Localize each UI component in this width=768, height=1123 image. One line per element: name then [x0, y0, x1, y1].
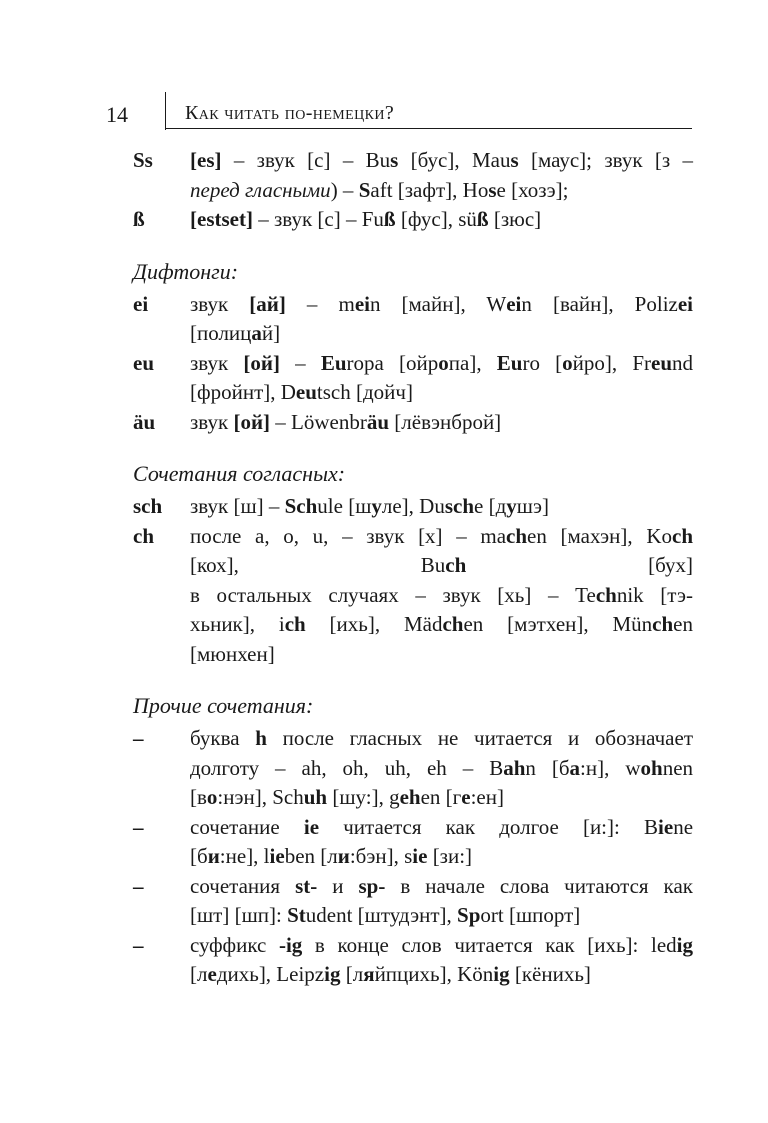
text-segment: в начале слова читаются как: [385, 873, 693, 898]
text-segment: у: [371, 494, 382, 518]
text-segment: – звук [с] – Bu: [221, 148, 391, 172]
text-segment: Sch: [284, 494, 318, 518]
text-segment: en: [673, 612, 693, 636]
text-segment: и: [337, 844, 350, 868]
text-line: [190, 724, 693, 754]
entry: [133, 492, 693, 522]
text-segment: а: [251, 321, 262, 345]
text-segment: после a, o, u, – звук [х] – ma: [190, 523, 507, 548]
section-title: Сочетания согласных:: [133, 461, 346, 486]
text-segment: долготу – ah, oh, uh, eh – B: [190, 755, 504, 780]
entry-key: –: [133, 726, 144, 750]
entry-text: [190, 349, 693, 408]
text-segment: ch: [595, 582, 617, 607]
text-segment: ле], Du: [381, 494, 445, 518]
text-line: [190, 901, 693, 931]
other-section: [133, 691, 693, 990]
text-segment: – звук [с] – Fu: [252, 207, 384, 231]
text-segment: ig: [493, 962, 510, 986]
text-segment: о: [562, 350, 573, 375]
page-header: [92, 90, 692, 130]
entry-key: –: [133, 932, 144, 957]
text-segment: n [вайн], Poliz: [521, 291, 678, 316]
text-segment: ropa [ойр: [346, 350, 439, 375]
text-segment: ) –: [330, 177, 359, 202]
text-segment: звук: [190, 409, 234, 434]
text-segment: [л: [190, 962, 208, 986]
consonants-section: [133, 459, 693, 669]
text-segment: [бус], Mau: [398, 148, 511, 172]
text-segment: e [хозэ];: [496, 177, 569, 202]
entry: [133, 408, 693, 438]
text-segment: – m: [285, 291, 355, 316]
entry: [133, 146, 693, 205]
text-segment: после гласных не читается и обозначает: [266, 726, 693, 750]
entry-key: ei: [133, 291, 149, 316]
entry-text: [190, 290, 693, 349]
text-segment: суффикс: [190, 932, 279, 957]
text-segment: ch: [652, 612, 674, 636]
section-title: Прочие сочетания:: [133, 693, 314, 718]
header-separator: [165, 92, 166, 130]
text-segment: [кох], Bu: [190, 553, 446, 577]
text-segment: [фройнт], D: [190, 380, 296, 404]
text-segment: nen: [662, 755, 694, 780]
text-line: [190, 581, 693, 611]
text-segment: [ихь], Mäd: [305, 612, 443, 636]
text-segment: – Löwenbr: [270, 409, 367, 434]
text-segment: Sp: [457, 903, 481, 927]
text-segment: дихь], Leipz: [216, 962, 325, 986]
text-segment: звук: [190, 350, 244, 375]
entry-text: [190, 931, 693, 990]
text-segment: перед гласными: [190, 177, 331, 202]
entry: [133, 813, 693, 872]
text-segment: читается как долгое [и:]: B: [319, 814, 659, 839]
running-title: Как читать по-немецки?: [185, 102, 395, 124]
entry-key: –: [133, 814, 144, 839]
text-segment: ch: [284, 612, 306, 636]
text-segment: tsch [дойч]: [316, 380, 413, 404]
text-segment: звук: [190, 291, 250, 316]
text-segment: [ай]: [249, 291, 286, 316]
text-segment: sp-: [358, 873, 386, 898]
text-segment: s: [390, 148, 399, 172]
text-segment: й]: [261, 321, 281, 345]
text-line: [190, 813, 693, 843]
text-line: [190, 872, 693, 902]
entry-text: [190, 872, 693, 931]
text-segment: [ой]: [233, 409, 271, 434]
text-line: [190, 290, 693, 320]
text-segment: ule [ш: [317, 494, 372, 518]
text-segment: [кёнихь]: [509, 962, 591, 986]
text-segment: звук [ш] –: [190, 494, 285, 518]
text-segment: sch: [444, 494, 475, 518]
text-line: [190, 842, 693, 872]
text-segment: n [б: [525, 755, 570, 780]
entry-key: eu: [133, 350, 154, 375]
text-segment: :н], w: [580, 755, 641, 780]
text-segment: h: [255, 726, 267, 750]
text-segment: ne: [673, 814, 694, 839]
text-line: [190, 378, 693, 408]
text-segment: и: [317, 873, 359, 898]
text-segment: ie: [269, 844, 285, 868]
text-segment: ei: [506, 291, 522, 316]
text-segment: ie: [303, 814, 320, 839]
text-segment: е: [207, 962, 217, 986]
entry-text: [190, 492, 693, 522]
text-segment: en [махэн], Ko: [527, 523, 672, 548]
page-content: [133, 146, 693, 1012]
entry-key: sch: [133, 494, 163, 518]
text-line: [190, 783, 693, 813]
text-segment: :бэн], s: [349, 844, 413, 868]
header-rule: [165, 128, 692, 129]
text-segment: eh: [399, 785, 421, 809]
text-segment: и: [207, 844, 220, 868]
entry-text: [190, 522, 693, 670]
text-segment: ben [л: [284, 844, 338, 868]
entry: [133, 522, 693, 670]
text-segment: ß: [476, 207, 489, 231]
entry-text: [190, 813, 693, 872]
text-segment: St: [287, 903, 306, 927]
text-segment: е: [461, 785, 471, 809]
text-segment: nik [тэ-: [616, 582, 693, 607]
text-line: [190, 492, 693, 522]
text-segment: [лёвэнброй]: [389, 409, 502, 434]
text-segment: [шт] [шп]:: [190, 903, 288, 927]
text-segment: а: [569, 755, 581, 780]
text-segment: ro [: [522, 350, 563, 375]
text-line: [190, 551, 693, 581]
entry: [133, 872, 693, 931]
text-segment: [полиц: [190, 321, 252, 345]
text-line: [190, 754, 693, 784]
entry: [133, 349, 693, 408]
text-segment: [маус]; звук [з –: [518, 148, 693, 172]
text-segment: eu: [295, 380, 317, 404]
text-segment: s: [488, 177, 497, 202]
text-segment: ch: [445, 553, 467, 577]
text-segment: ch: [506, 523, 528, 548]
text-line: [190, 960, 693, 990]
text-segment: st-: [295, 873, 318, 898]
text-segment: oh: [640, 755, 663, 780]
entry-key: –: [133, 873, 144, 898]
text-segment: n [майн], W: [369, 291, 507, 316]
text-segment: ch: [672, 523, 693, 548]
text-segment: -ig: [278, 932, 303, 957]
entry: [133, 205, 693, 235]
section-title: Дифтонги:: [133, 258, 239, 284]
entry: [133, 931, 693, 990]
text-segment: шэ]: [516, 494, 549, 518]
letters-section: [133, 146, 693, 235]
text-segment: в остальных случаях – звук [хь] – Te: [190, 582, 596, 607]
text-segment: äu: [366, 409, 390, 434]
text-line: [190, 640, 693, 670]
text-segment: ort [шпорт]: [480, 903, 581, 927]
text-segment: S: [358, 177, 371, 202]
text-segment: па],: [448, 350, 497, 375]
text-segment: ie: [658, 814, 674, 839]
text-segment: [зи:]: [427, 844, 473, 868]
text-segment: [б: [190, 844, 208, 868]
text-line: [190, 176, 693, 206]
text-segment: ei: [354, 291, 370, 316]
entry-text: [190, 146, 693, 205]
text-segment: буква: [190, 726, 256, 750]
text-segment: en [мэтхен], Mün: [463, 612, 653, 636]
text-segment: ah: [503, 755, 526, 780]
text-segment: [в: [190, 785, 207, 809]
text-segment: :нэн], Sch: [217, 785, 304, 809]
page-number: 14: [106, 102, 128, 127]
entry-text: [190, 205, 693, 235]
text-segment: ß: [383, 207, 396, 231]
text-segment: [ой]: [243, 350, 280, 375]
text-segment: :ен]: [470, 785, 504, 809]
entry-list: [133, 146, 693, 235]
text-line: [190, 146, 693, 176]
entry-key: äu: [133, 409, 156, 434]
text-line: [190, 610, 693, 640]
text-segment: [es]: [190, 148, 222, 172]
entry-key: Ss: [133, 148, 153, 172]
text-segment: aft [зафт], Ho: [370, 177, 489, 202]
text-line: [190, 522, 693, 552]
entry-text: [190, 408, 693, 438]
entry: [133, 724, 693, 813]
text-line: [190, 408, 693, 438]
text-segment: en [г: [420, 785, 462, 809]
text-segment: ch: [442, 612, 464, 636]
entry-list: [133, 724, 693, 990]
text-segment: :не], l: [219, 844, 270, 868]
text-segment: Eu: [320, 350, 347, 375]
text-segment: uh: [303, 785, 328, 809]
entry-list: [133, 290, 693, 438]
text-segment: сочетания: [190, 873, 296, 898]
text-segment: Eu: [496, 350, 523, 375]
diphthongs-section: [133, 257, 693, 438]
text-segment: [зюс]: [488, 207, 542, 231]
text-segment: ig: [324, 962, 341, 986]
text-segment: йпцихь], Kön: [374, 962, 494, 986]
entry-key: ch: [133, 523, 154, 548]
text-segment: хьник], i: [190, 612, 285, 636]
text-segment: о: [438, 350, 449, 375]
text-segment: –: [279, 350, 321, 375]
text-segment: [шу:], g: [327, 785, 400, 809]
text-segment: [фус], sü: [395, 207, 477, 231]
text-line: [190, 349, 693, 379]
text-line: [190, 319, 693, 349]
text-segment: nd: [672, 350, 693, 375]
entry-list: [133, 492, 693, 669]
text-segment: ie: [412, 844, 428, 868]
entry-text: [190, 724, 693, 813]
text-segment: [л: [340, 962, 364, 986]
text-segment: s: [510, 148, 519, 172]
text-segment: я: [363, 962, 375, 986]
text-segment: ei: [677, 291, 694, 316]
text-segment: [мюнхен]: [190, 641, 275, 666]
text-segment: йро], Fr: [572, 350, 651, 375]
text-segment: ig: [676, 932, 693, 957]
text-line: [190, 205, 693, 235]
text-segment: eu: [651, 350, 672, 375]
text-segment: [estset]: [190, 207, 253, 231]
text-segment: в конце слов читается как [ихь]: led: [302, 932, 677, 957]
entry-key: ß: [133, 207, 145, 231]
text-segment: [бух]: [466, 553, 694, 577]
entry: [133, 290, 693, 349]
text-segment: о: [206, 785, 218, 809]
text-line: [190, 931, 693, 961]
text-segment: udent [штудэнт],: [305, 903, 458, 927]
text-segment: сочетание: [190, 814, 304, 839]
text-segment: у: [506, 494, 517, 518]
text-segment: e [д: [474, 494, 507, 518]
